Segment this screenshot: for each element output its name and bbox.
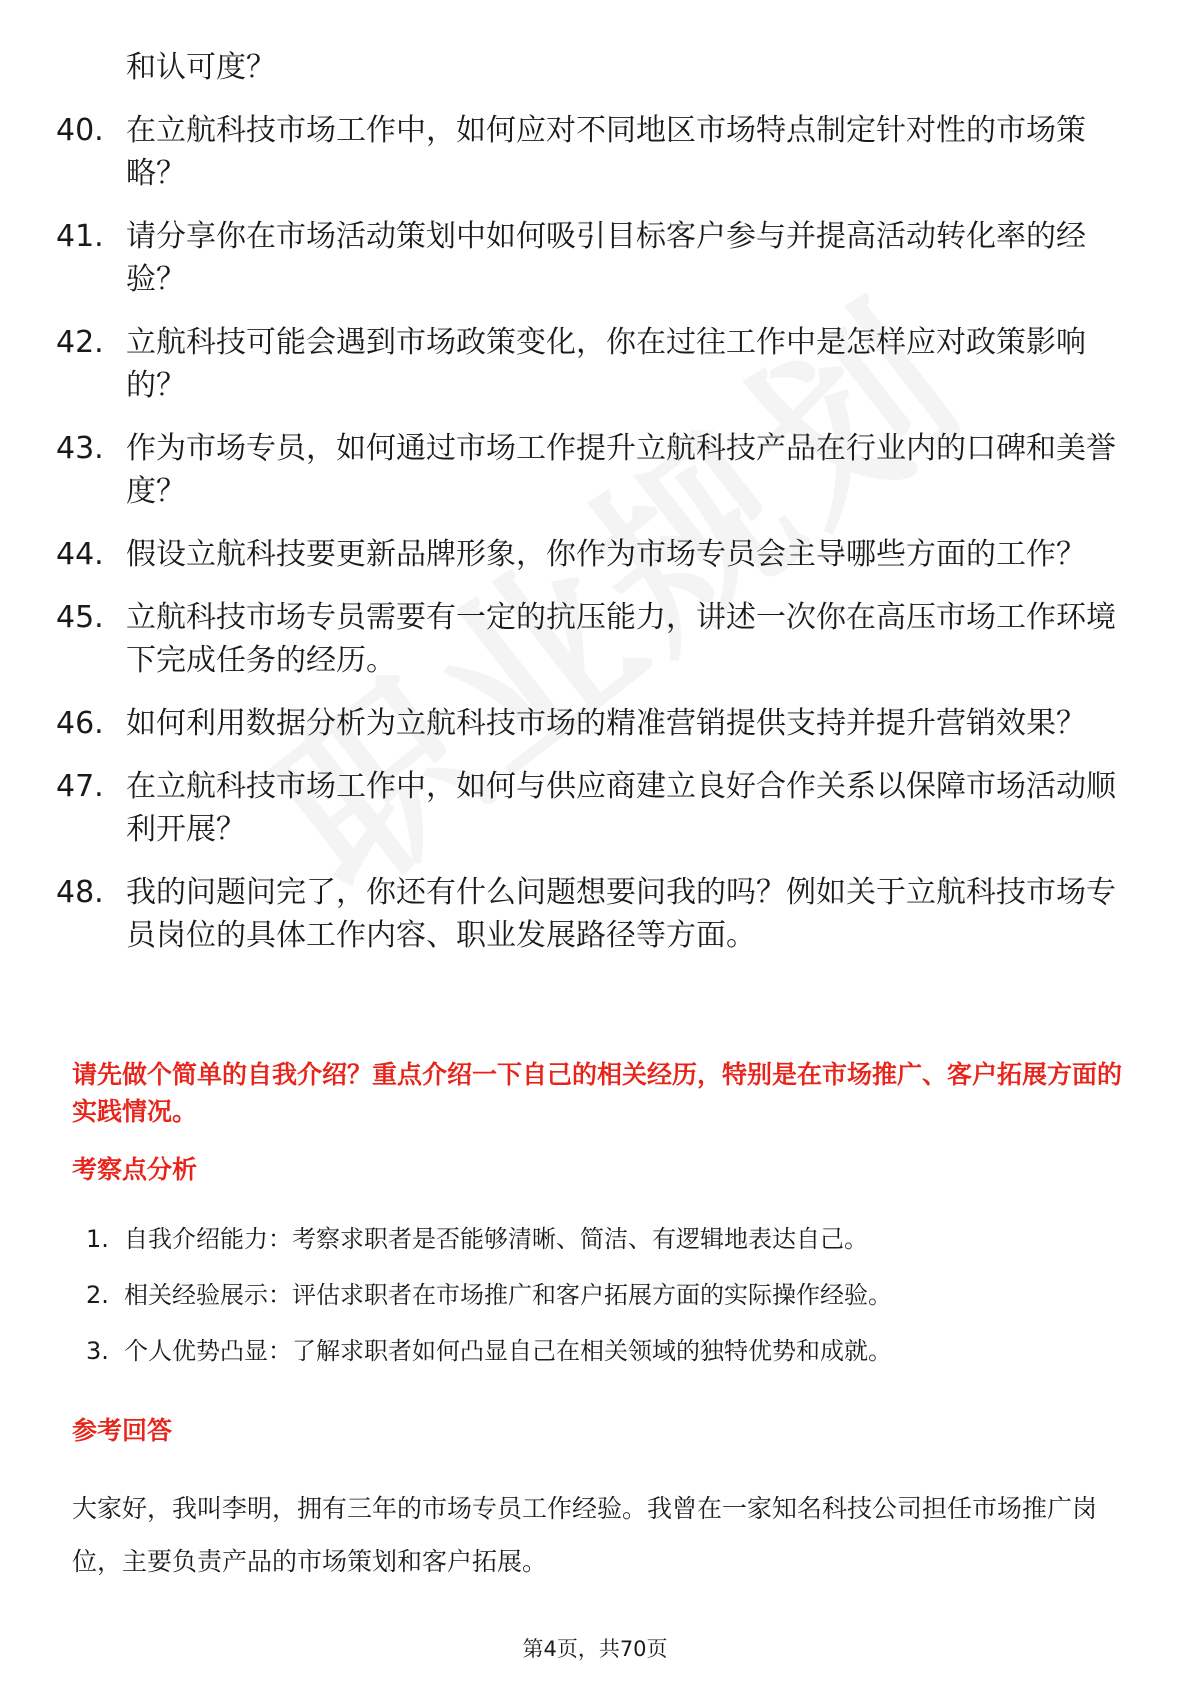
analysis-number: 3. [86, 1337, 109, 1365]
question-text: 如何利用数据分析为立航科技市场的精准营销提供支持并提升营销效果？ [126, 706, 1086, 741]
question-number: 42. [56, 325, 104, 360]
question-item [56, 871, 1136, 957]
analysis-list [86, 1222, 1126, 1390]
question-number: 48. [56, 875, 104, 910]
question-item [56, 765, 1136, 851]
analysis-text: 个人优势凸显：了解求职者如何凸显自己在相关领域的独特优势和成就。 [124, 1337, 892, 1365]
analysis-item [86, 1334, 1126, 1390]
analysis-number: 1. [86, 1225, 109, 1253]
question-number: 41. [56, 219, 104, 254]
question-number: 45. [56, 600, 104, 635]
question-text: 立航科技可能会遇到市场政策变化，你在过往工作中是怎样应对政策影响的？ [126, 325, 1086, 403]
question-text: 立航科技市场专员需要有一定的抗压能力，讲述一次你在高压市场工作环境下完成任务的经历。 [126, 600, 1116, 678]
question-text: 在立航科技市场工作中，如何与供应商建立良好合作关系以保障市场活动顺利开展？ [126, 769, 1116, 847]
question-number: 43. [56, 431, 104, 466]
page-footer: 第4页，共70页 [522, 1637, 668, 1661]
analysis-item [86, 1222, 1126, 1278]
analysis-text: 自我介绍能力：考察求职者是否能够清晰、简洁、有逻辑地表达自己。 [124, 1225, 868, 1253]
question-text: 和认可度？ [126, 50, 276, 85]
analysis-title: 考察点分析 [72, 1155, 198, 1184]
question-list [56, 46, 1136, 977]
question-item [56, 321, 1136, 407]
question-text: 请分享你在市场活动策划中如何吸引目标客户参与并提高活动转化率的经验？ [126, 219, 1086, 297]
analysis-text: 相关经验展示：评估求职者在市场推广和客户拓展方面的实际操作经验。 [124, 1281, 892, 1309]
question-item [56, 702, 1136, 745]
question-item [56, 109, 1136, 195]
question-number: 44. [56, 537, 104, 572]
question-text: 作为市场专员，如何通过市场工作提升立航科技产品在行业内的口碑和美誉度？ [126, 431, 1116, 509]
featured-question: 请先做个简单的自我介绍？重点介绍一下自己的相关经历，特别是在市场推广、客户拓展方面的实践情况。 [72, 1060, 1123, 1126]
answer-text: 大家好，我叫李明，拥有三年的市场专员工作经验。我曾在一家知名科技公司担任市场推广岗位，主要负责产品的市场策划和客户拓展。 [72, 1494, 1098, 1576]
question-item [56, 46, 1136, 89]
question-item [56, 215, 1136, 301]
question-text: 假设立航科技要更新品牌形象，你作为市场专员会主导哪些方面的工作？ [126, 537, 1086, 572]
question-item [56, 427, 1136, 513]
question-number: 47. [56, 769, 104, 804]
question-text: 我的问题问完了，你还有什么问题想要问我的吗？例如关于立航科技市场专员岗位的具体工作内容、职业发展路径等方面。 [126, 875, 1116, 953]
analysis-item [86, 1278, 1126, 1334]
question-text: 在立航科技市场工作中，如何应对不同地区市场特点制定针对性的市场策略？ [126, 113, 1086, 191]
question-number: 46. [56, 706, 104, 741]
question-number: 40. [56, 113, 104, 148]
question-item [56, 596, 1136, 682]
analysis-number: 2. [86, 1281, 109, 1309]
question-item [56, 533, 1136, 576]
answer-title: 参考回答 [72, 1416, 173, 1445]
